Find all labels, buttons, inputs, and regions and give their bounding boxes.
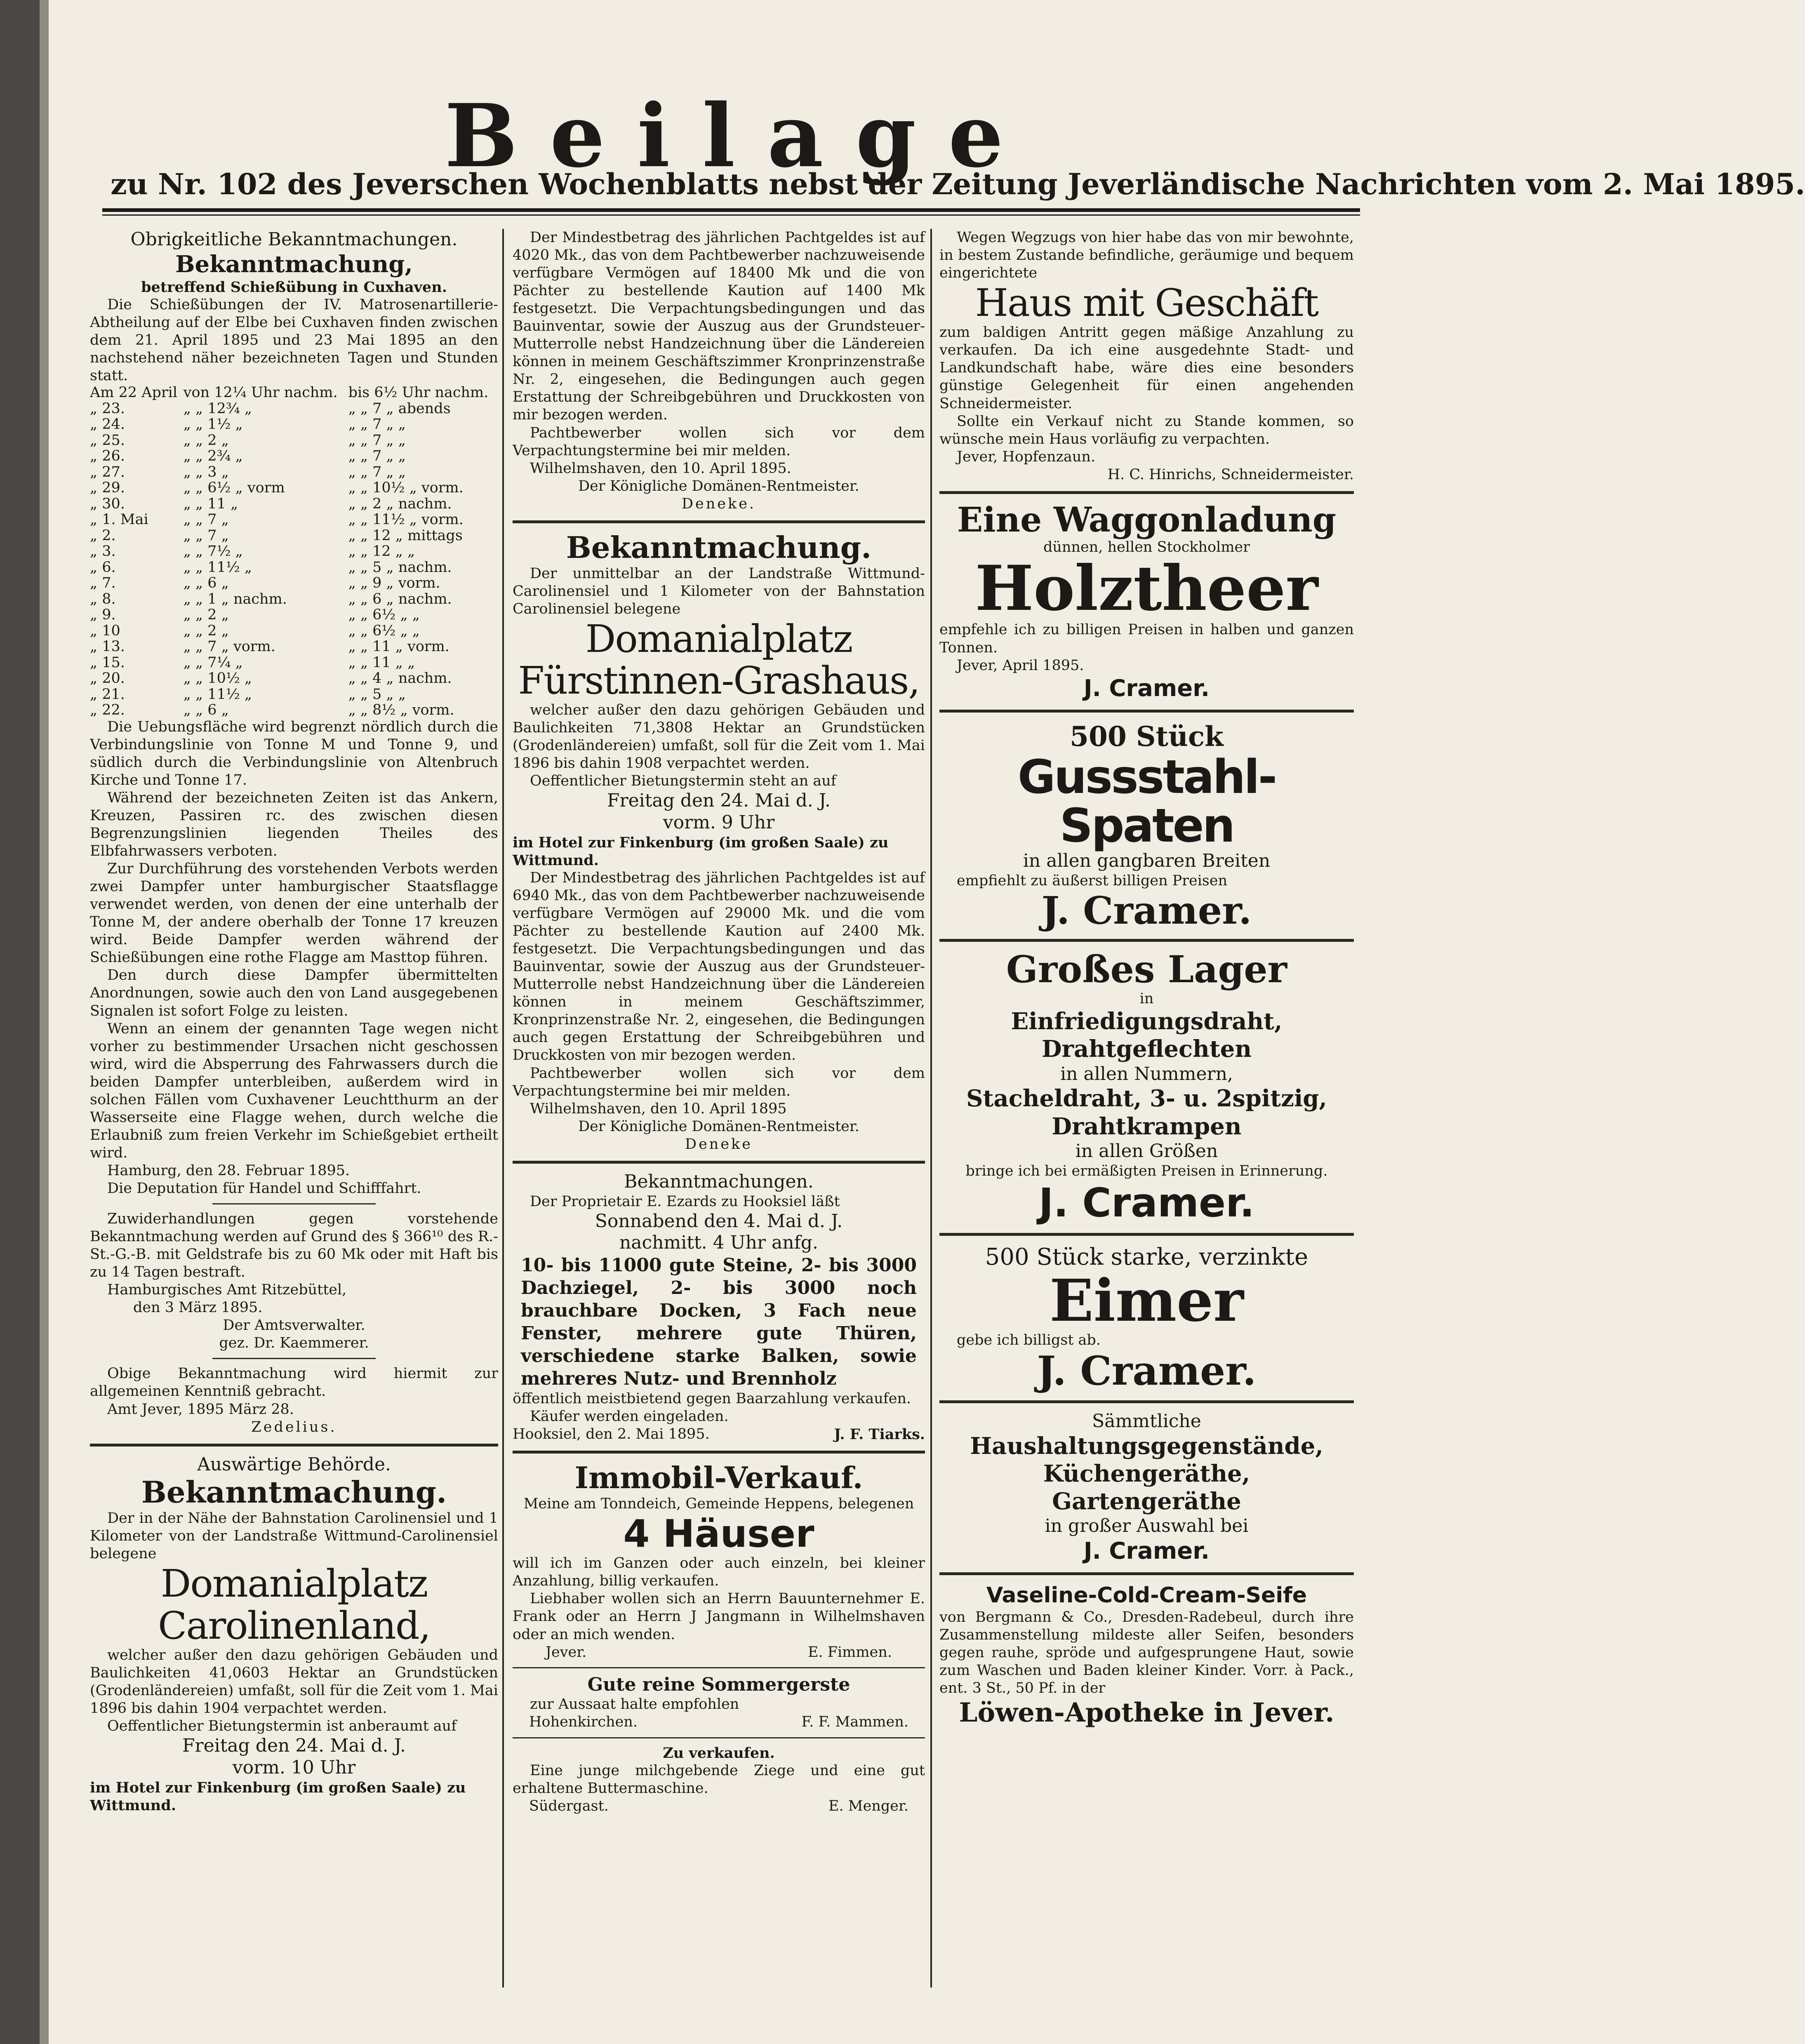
schedule-cell: „ 1. Mai xyxy=(90,511,148,528)
schedule-row xyxy=(90,512,498,528)
schedule-cell: „ 23. xyxy=(90,400,125,417)
ad2-body: empfehle ich zu billigen Preisen in halben und ganzen Tonnen. xyxy=(939,621,1354,656)
ad4-sign: J. Cramer. xyxy=(1038,1179,1255,1226)
schedule-cell: „ 24. xyxy=(90,416,125,433)
ad5-body: gebe ich billigst ab. xyxy=(957,1332,1101,1349)
ad1-title: Haus mit Geschäft xyxy=(975,281,1318,325)
notice1-publication: Obige Bekanntmachung wird hiermit zur allgemeinen Kenntniß gebracht. xyxy=(90,1365,498,1400)
schedule-cell: „ „ 2 „ xyxy=(183,607,229,623)
schedule-cell: „ „ 6 „ xyxy=(183,702,229,719)
notice5-title: 4 Häuser xyxy=(623,1512,814,1556)
notice2-body: welcher außer den dazu gehörigen Gebäuden und Baulichkeiten 41,0603 Hektar an Grundstücken (Grodenländereien) umfaßt, soll für die Zeit vom 1. Mai 1896 bis dahin 1904 verpachtet werden. xyxy=(90,1646,498,1717)
notice2-time: vorm. 10 Uhr xyxy=(232,1757,356,1778)
ad6-line1: Haushaltungsgegenstände, xyxy=(970,1432,1323,1460)
notice3-place: im Hotel zur Finkenburg (im großen Saale) zu Wittmund. xyxy=(513,834,889,869)
schedule-cell: „ 27. xyxy=(90,463,125,480)
schedule-row xyxy=(90,591,498,607)
section-divider xyxy=(939,1400,1354,1403)
notice1-office-date: den 3 März 1895. xyxy=(133,1299,263,1316)
ad4-line5: Drahtkrampen xyxy=(1052,1113,1242,1140)
schedule-row xyxy=(90,448,498,464)
column-divider-1 xyxy=(502,229,504,1988)
notice7-sign: E. Menger. xyxy=(828,1797,908,1814)
ad3-sub: in allen gangbaren Breiten xyxy=(1023,850,1271,872)
schedule-row xyxy=(90,543,498,560)
notice6-sign: F. F. Mammen. xyxy=(801,1714,908,1731)
ad4-line2: Drahtgeflechten xyxy=(1041,1035,1252,1063)
notice1-amt-sign: Zedelius. xyxy=(251,1418,337,1435)
notice2-heading: Bekanntmachung. xyxy=(141,1475,447,1510)
notice2-title2: Carolinenland, xyxy=(158,1603,431,1648)
schedule-cell: „ „ 7 „ abends xyxy=(348,400,451,417)
schedule-cell: „ „ 1 „ nachm. xyxy=(183,590,287,607)
schedule-cell: „ 15. xyxy=(90,654,125,671)
column-divider-2 xyxy=(930,229,932,1988)
notice3-body: welcher außer den dazu gehörigen Gebäuden und Baulichkeiten 71,3808 Hektar an Grundstücken (Grodenländereien) umfaßt, soll für die Zeit vom 1. Mai 1896 bis dahin 1908 verpachtet werden. xyxy=(513,702,925,772)
schedule-cell: „ 9. xyxy=(90,607,116,623)
schedule-cell: „ „ 12 „ „ xyxy=(348,543,415,560)
schedule-cell: „ „ 2 „ nachm. xyxy=(348,495,452,512)
ad6-sign: J. Cramer. xyxy=(1083,1538,1210,1565)
schedule-cell: „ „ 8½ „ vorm. xyxy=(348,702,454,719)
notice5-heading: Immobil-Verkauf. xyxy=(574,1460,863,1496)
section-divider xyxy=(939,1572,1354,1575)
newspaper-page xyxy=(49,0,1805,2044)
notice1-body4: Den durch diese Dampfer übermittelten Anordnungen, sowie auch den von Land ausgegebenen Signalen ist sofort Folge zu leisten. xyxy=(90,967,498,1019)
section-divider xyxy=(513,1161,925,1164)
notice3-body2: Der Mindestbetrag des jährlichen Pachtgeldes ist auf 6940 Mk., das von dem Pachtbewerber nachzuweisende verfügbare Vermögen auf 29000 Mk. und die vom Pächter zu bestellende Kaution auf 2400 Mk. festgesetzt. Die Verpachtungsbedingungen und das Bauinventar, sowie der Auszug aus der Grundsteuer-Mutterrolle nebst Handzeichnung über die Ländereien können in meinem Geschäftszimmer, Kronprinzenstraße Nr. 2, eingesehen, die Bedingungen auch gegen Erstattung der Schreibgebühren und Druckkosten von mir bezogen werden. xyxy=(513,869,925,1064)
section-divider xyxy=(90,1444,498,1447)
notice1-place-date: Hamburg, den 28. Februar 1895. xyxy=(107,1162,350,1179)
ad5-title: 500 Stück starke, verzinkte xyxy=(985,1244,1308,1271)
notice3-body3: Pachtbewerber wollen sich vor dem Verpachtungstermine bei mir melden. xyxy=(513,1065,925,1099)
schedule-cell: „ „ 11 „ vorm. xyxy=(348,638,449,655)
schedule-row xyxy=(90,401,498,417)
section-divider xyxy=(513,520,925,523)
notice3-auction: Oeffentlicher Bietungstermin steht an auf xyxy=(530,773,836,790)
schedule-row xyxy=(90,496,498,512)
schedule-row xyxy=(90,433,498,449)
schedule-cell: „ „ 7 „ „ xyxy=(348,448,406,465)
schedule-row xyxy=(90,655,498,671)
notice4-date: Sonnabend den 4. Mai d. J. xyxy=(595,1210,843,1232)
cont-date: Wilhelmshaven, den 10. April 1895. xyxy=(530,460,791,477)
notice5-place: Jever. xyxy=(546,1644,587,1661)
schedule-row xyxy=(90,416,498,433)
ad5-sign: J. Cramer. xyxy=(1037,1348,1257,1395)
notice3-time: vorm. 9 Uhr xyxy=(663,812,775,833)
schedule-row xyxy=(90,623,498,639)
schedule-cell: „ 10 xyxy=(90,622,120,639)
schedule-row xyxy=(90,639,498,655)
schedule-cell: „ „ 6 „ xyxy=(183,575,229,592)
schedule-cell: „ 26. xyxy=(90,448,125,465)
schedule-cell: „ „ 10½ „ vorm. xyxy=(348,480,464,496)
notice5-body: will ich im Ganzen oder auch einzeln, bei kleiner Anzahlung, billig verkaufen. xyxy=(513,1555,925,1590)
schedule-cell: von 12¼ Uhr nachm. xyxy=(183,384,338,401)
notice1-amt: Amt Jever, 1895 März 28. xyxy=(107,1401,294,1418)
schedule-cell: „ „ 7¼ „ xyxy=(183,654,243,671)
ad6-line4: in großer Auswahl bei xyxy=(1045,1515,1249,1537)
schedule-cell: „ „ 7 „ xyxy=(183,527,229,544)
ad3-body: empfiehlt zu äußerst billigen Preisen xyxy=(957,872,1228,889)
section-divider xyxy=(513,1451,925,1454)
notice1-signed: gez. Dr. Kaemmerer. xyxy=(219,1335,369,1352)
ad2-sub: dünnen, hellen Stockholmer xyxy=(1043,539,1250,555)
notice4-heading: Bekanntmachungen. xyxy=(624,1171,814,1192)
notice3-official: Der Königliche Domänen-Rentmeister. xyxy=(578,1118,859,1135)
schedule-table xyxy=(90,385,498,718)
notice2-intro: Der in der Nähe der Bahnstation Carolinensiel und 1 Kilometer von der Landstraße Wittmund-Carolinensiel belegene xyxy=(90,1510,498,1562)
schedule-cell: „ „ 12¾ „ xyxy=(183,400,252,417)
notice7-body: Eine junge milchgebende Ziege und eine gut erhaltene Buttermaschine. xyxy=(513,1762,925,1797)
schedule-cell: „ „ 11 „ „ xyxy=(348,654,415,671)
ad4-body: bringe ich bei ermäßigten Preisen in Erinnerung. xyxy=(965,1162,1328,1179)
schedule-cell: „ 8. xyxy=(90,590,116,607)
schedule-row xyxy=(90,687,498,703)
schedule-cell: „ 22. xyxy=(90,702,125,719)
schedule-cell: „ „ 11 „ xyxy=(183,495,238,512)
notice1-penalty: Zuwiderhandlungen gegen vorstehende Bekanntmachung werden auf Grund des § 366¹⁰ des R.-St.-G.-B. mit Geldstrafe bis zu 60 Mk oder mit Haft bis zu 14 Tagen bestraft. xyxy=(90,1211,498,1281)
schedule-cell: „ 7. xyxy=(90,575,116,592)
ad2-sign: J. Cramer. xyxy=(1083,675,1210,702)
ad7-sign: Löwen-Apotheke in Jever. xyxy=(959,1697,1334,1728)
right-column xyxy=(939,229,1354,1729)
schedule-cell: „ 21. xyxy=(90,686,125,703)
cont-official: Der Königliche Domänen-Rentmeister. xyxy=(578,477,859,494)
notice5-intro: Meine am Tonndeich, Gemeinde Heppens, belegenen xyxy=(523,1496,914,1512)
schedule-cell: „ „ 4 „ nachm. xyxy=(348,670,452,687)
notice7-place: Südergast. xyxy=(529,1797,609,1814)
notice4-terms: öffentlich meistbietend gegen Baarzahlung verkaufen. xyxy=(513,1390,911,1407)
notice3-title2: Fürstinnen-Grashaus, xyxy=(518,658,920,703)
schedule-cell: „ „ 2 „ xyxy=(183,622,229,639)
notice2-auction: Oeffentlicher Bietungstermin ist anberaumt auf xyxy=(107,1717,457,1734)
notice1-official: Der Amtsverwalter. xyxy=(223,1317,365,1334)
ad3-qty: 500 Stück xyxy=(1070,720,1224,753)
schedule-cell: „ „ 7 „ vorm. xyxy=(183,638,275,655)
notice2-date: Freitag den 24. Mai d. J. xyxy=(182,1735,406,1756)
notice6-body: zur Aussaat halte empfohlen xyxy=(530,1696,739,1713)
ad3-sign: J. Cramer. xyxy=(1041,888,1252,933)
ad1-intro: Wegen Wegzugs von hier habe das von mir bewohnte, in bestem Zustande befindliche, geräumige und bequem eingerichtete xyxy=(939,229,1354,282)
ad1-sign: H. C. Hinrichs, Schneidermeister. xyxy=(1107,466,1354,483)
notice2-place: im Hotel zur Finkenburg (im großen Saale) zu Wittmund. xyxy=(90,1779,466,1814)
middle-column xyxy=(513,229,925,1815)
notice4-buyers: Käufer werden eingeladen. xyxy=(530,1408,729,1425)
schedule-cell: „ „ 11½ „ xyxy=(183,686,252,703)
schedule-row xyxy=(90,528,498,544)
schedule-row xyxy=(90,560,498,576)
notice1-office: Hamburgisches Amt Ritzebüttel, xyxy=(107,1282,347,1298)
masthead-title: Beilage xyxy=(444,85,1036,187)
schedule-cell: „ 25. xyxy=(90,432,125,449)
ad2-title: Eine Waggonladung xyxy=(957,500,1337,540)
schedule-row xyxy=(90,464,498,480)
notice1-heading: Bekanntmachung, xyxy=(175,250,413,278)
ad7-body: von Bergmann & Co., Dresden-Radebeul, durch ihre Zusammenstellung mildeste aller Seifen, besonders gegen rauhe, spröde und aufgesprungene Haut, sowie zum Waschen und Baden kleiner Kinder. Vorr. à Pack., ent. 3 St., 50 Pf. in der xyxy=(939,1609,1354,1696)
notice3-intro: Der unmittelbar an der Landstraße Wittmund-Carolinensiel und 1 Kilometer von der Bahnstation Carolinensiel belegene xyxy=(513,565,925,617)
ad4-title: Großes Lager xyxy=(1006,948,1287,992)
notice1-subheading: betreffend Schießübung in Cuxhaven. xyxy=(141,278,447,296)
schedule-cell: „ „ 7 „ xyxy=(183,511,229,528)
schedule-cell: „ „ 2¾ „ xyxy=(183,448,243,465)
schedule-row xyxy=(90,702,498,718)
ad3-product: Gussstahl-Spaten xyxy=(1017,750,1276,853)
ad1-body2: Sollte ein Verkauf nicht zu Stande kommen, so wünsche mein Haus vorläufig zu verpachten. xyxy=(939,413,1354,447)
notice1-body3: Zur Durchführung des vorstehenden Verbots werden zwei Dampfer unter hamburgischer Staatsflagge verwendet werden, von denen der eine unterhalb der Tonne M, der andere oberhalb der Tonne 17 kreuzen wird. Beide Dampfer werden während der Schießübungen eine rothe Flagge am Masttop führen. xyxy=(90,861,498,966)
section-divider xyxy=(939,491,1354,494)
page-edge xyxy=(40,0,49,2044)
schedule-cell: „ „ 7 „ „ xyxy=(348,432,406,449)
left-column xyxy=(90,229,498,1814)
schedule-cell: „ „ 6½ „ „ xyxy=(348,607,420,623)
schedule-cell: „ „ 5 „ nachm. xyxy=(348,559,452,576)
schedule-cell: „ „ 6 „ nachm. xyxy=(348,590,452,607)
notice3-sign: Deneke xyxy=(685,1136,753,1153)
ad1-place: Jever, Hopfenzaun. xyxy=(957,448,1096,465)
ad4-in: in xyxy=(1139,990,1154,1007)
masthead-subtitle: zu Nr. 102 des Jeverschen Wochenblatts nebst der Zeitung Jeverländische Nachrichten vom 2. Mai 1895. xyxy=(111,167,1805,201)
notice5-sign: E. Fimmen. xyxy=(807,1644,892,1661)
ad4-line3: in allen Nummern, xyxy=(1060,1063,1233,1084)
schedule-cell: „ „ 5 „ „ xyxy=(348,686,406,703)
divider xyxy=(513,1667,925,1668)
notice3-date2: Wilhelmshaven, den 10. April 1895 xyxy=(530,1100,787,1117)
schedule-cell: „ „ 6½ „ vorm xyxy=(183,480,285,496)
notice1-intro: Die Schießübungen der IV. Matrosenartillerie-Abtheilung auf der Elbe bei Cuxhaven finden zwischen dem 21. April 1895 und 23 Mai 1895 an den nachstehend näher bezeichneten Tagen und Stunden statt. xyxy=(90,296,498,384)
ad5-product: Eimer xyxy=(1050,1267,1244,1335)
schedule-cell: „ „ 10½ „ xyxy=(183,670,252,687)
notice2-title1: Domanialplatz xyxy=(160,1562,428,1606)
schedule-cell: „ 20. xyxy=(90,670,125,687)
schedule-row xyxy=(90,480,498,496)
schedule-cell: „ „ 11½ „ vorm. xyxy=(348,511,464,528)
notice1-body2: Während der bezeichneten Zeiten ist das Ankern, Kreuzen, Passiren rc. des zwischen diesen Begrenzungslinien liegenden Theiles des Elbfahrwassers verboten. xyxy=(90,789,498,860)
ad4-line1: Einfriedigungsdraht, xyxy=(1011,1008,1283,1035)
notice6-heading: Gute reine Sommergerste xyxy=(587,1674,850,1695)
schedule-cell: „ „ 9 „ vorm. xyxy=(348,575,440,592)
notice2-authority: Auswärtige Behörde. xyxy=(197,1454,391,1475)
ad2-date: Jever, April 1895. xyxy=(957,657,1084,674)
schedule-cell: bis 6½ Uhr nachm. xyxy=(348,384,489,401)
ad6-line2: Küchengeräthe, xyxy=(1043,1460,1250,1487)
schedule-cell: „ „ 1½ „ xyxy=(183,416,243,433)
section-divider xyxy=(939,710,1354,713)
schedule-cell: „ „ 12 „ mittags xyxy=(348,527,463,544)
schedule-cell: „ „ 7 „ „ xyxy=(348,463,406,480)
notice3-date: Freitag den 24. Mai d. J. xyxy=(607,790,831,811)
schedule-cell: „ „ 7½ „ xyxy=(183,543,243,560)
schedule-row xyxy=(90,607,498,623)
notice1-authority: Die Deputation für Handel und Schifffahrt. xyxy=(107,1180,421,1197)
schedule-row xyxy=(90,670,498,687)
notice4-sign: J. F. Tiarks. xyxy=(834,1426,925,1443)
cont1: Der Mindestbetrag des jährlichen Pachtgeldes ist auf 4020 Mk., das von dem Pachtbewerber nachzuweisende verfügbare Vermögen auf 18400 Mk und die von Pächter zu bestellende Kaution auf 1400 Mk festgesetzt. Die Verpachtungsbedingungen und das Bauinventar, sowie der Auszug aus der Grundsteuer-Mutterrolle nebst Handzeichnung über die Ländereien können in meinem Geschäftszimmer Kronprinzenstraße Nr. 2, eingesehen, die Bedingungen auch gegen Erstattung der Schreibgebühren und Druckkosten von mir bezogen werden. xyxy=(513,229,925,423)
page-binding-edge xyxy=(0,0,49,2044)
schedule-cell: „ „ 7 „ „ xyxy=(348,416,406,433)
notice4-time: nachmitt. 4 Uhr anfg. xyxy=(619,1232,819,1254)
section-divider xyxy=(939,939,1354,942)
ad6-line3: Gartengeräthe xyxy=(1052,1488,1241,1515)
notice4-place-date: Hooksiel, den 2. Mai 1895. xyxy=(513,1426,710,1443)
ad1-body: zum baldigen Antritt gegen mäßige Anzahlung zu verkaufen. Da ich eine ausgedehnte Stadt- und Landkundschaft habe, wäre dies eine besonders günstige Gelegenheit für einen angehenden Schneidermeister. xyxy=(939,324,1354,412)
schedule-cell: „ „ 3 „ xyxy=(183,463,229,480)
notice7-heading: Zu verkaufen. xyxy=(663,1744,775,1762)
notice3-title1: Domanialplatz xyxy=(585,616,852,661)
notice4-intro: Der Proprietair E. Ezards zu Hooksiel läßt xyxy=(530,1193,840,1210)
schedule-cell: „ 13. xyxy=(90,638,125,655)
notice6-place: Hohenkirchen. xyxy=(529,1714,638,1731)
schedule-cell: „ „ 6½ „ „ xyxy=(348,622,420,639)
notice4-items: 10- bis 11000 gute Steine, 2- bis 3000 Dachziegel, 2- bis 3000 noch brauchbare Docken, 3 Fach neue Fenster, mehrere gute Thüren, verschiedene starke Balken, sowie mehreres Nutz- und Brennholz xyxy=(521,1255,917,1390)
section-title: Obrigkeitliche Bekanntmachungen. xyxy=(130,229,458,250)
divider xyxy=(513,1737,925,1738)
ad7-title: Vaseline-Cold-Cream-Seife xyxy=(986,1583,1307,1608)
divider xyxy=(212,1203,376,1204)
schedule-row xyxy=(90,385,498,401)
ad4-line6: in allen Größen xyxy=(1075,1140,1218,1162)
schedule-cell: „ 29. xyxy=(90,480,125,496)
schedule-row xyxy=(90,575,498,591)
notice1-body1: Die Uebungsfläche wird begrenzt nördlich durch die Verbindungslinie von Tonne M und Tonne 9, und südlich durch die Verbindungslinie von Altenbruch Kirche und Tonne 17. xyxy=(90,718,498,788)
ad6-title: Sämmtliche xyxy=(1092,1410,1201,1432)
cont2: Pachtbewerber wollen sich vor dem Verpachtungstermine bei mir melden. xyxy=(513,424,925,459)
notice5-body2: Liebhaber wollen sich an Herrn Bauunternehmer E. Frank oder an Herrn J Jangmann in Wilhelmshaven oder an mich wenden. xyxy=(513,1590,925,1643)
ad4-line4: Stacheldraht, 3- u. 2spitzig, xyxy=(966,1085,1327,1113)
notice3-heading: Bekanntmachung. xyxy=(566,529,872,565)
section-divider xyxy=(939,1233,1354,1236)
cont-sign: Deneke. xyxy=(681,495,756,512)
schedule-cell: „ 3. xyxy=(90,543,116,560)
schedule-cell: „ 30. xyxy=(90,495,125,512)
schedule-cell: „ „ 11½ „ xyxy=(183,559,252,576)
schedule-cell: „ 6. xyxy=(90,559,116,576)
ad2-product: Holztheer xyxy=(975,552,1318,625)
schedule-cell: „ 2. xyxy=(90,527,116,544)
schedule-cell: Am 22 April xyxy=(90,384,178,401)
notice1-body5: Wenn an einem der genannten Tage wegen nicht vorher zu bestimmender Ursachen nicht geschossen wird, wird die Absperrung des Fahrwassers durch die beiden Dampfer unterbleiben, außerdem wird in solchen Fällen vom Cuxhavener Leuchtthurm an der Wasserseite eine Flagge wehen, durch welche die Erlaubniß zum freien Verkehr im Schießgebiet ertheilt wird. xyxy=(90,1020,498,1161)
divider xyxy=(212,1358,376,1359)
schedule-cell: „ „ 2 „ xyxy=(183,432,229,449)
masthead-rule xyxy=(102,208,1360,216)
